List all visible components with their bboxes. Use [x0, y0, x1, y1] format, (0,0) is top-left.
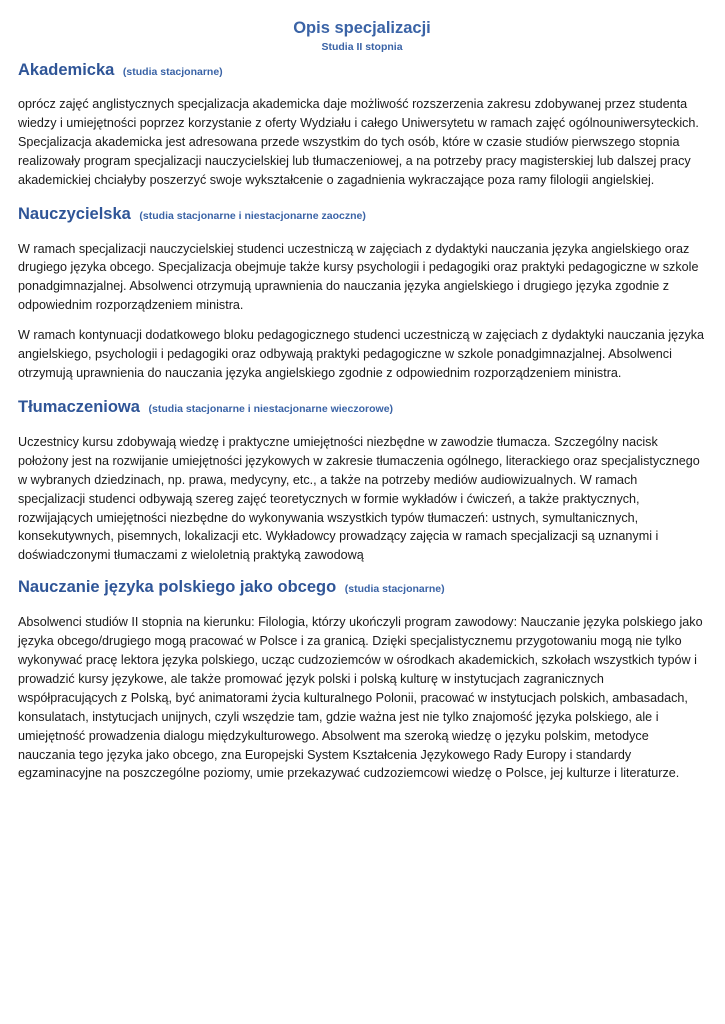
section-paragraph: W ramach kontynuacji dodatkowego bloku pedagogicznego studenci uczestniczą w zajęciach z dydaktyki nauczania języka angielskiego, psychologii i pedagogiki oraz odbywają praktyki pedagogiczne w szkole ponadgimnazjalnej. Absolwenci otrzymują uprawnienia do nauczania języka angielskiego zgodnie z odpowiednim rozporządzeniem ministra. [18, 328, 705, 380]
study-mode-label: (studia stacjonarne i niestacjonarne wieczorowe) [148, 402, 394, 415]
section-paragraph: W ramach specjalizacji nauczycielskiej studenci uczestniczą w zajęciach z dydaktyki nauczania języka angielskiego oraz drugiego języka obcego. Specjalizacja obejmuje także kursy psychologii i pedagogiki oraz praktyki pedagogiczne w szkole ponadgimnazjalnej. Absolwenci otrzymują uprawnienia do nauczania języka angielskiego i drugiego języka zgodnie z odpowiednim rozporządzeniem ministra. [18, 241, 699, 313]
study-mode-label: (studia stacjonarne) [344, 583, 445, 596]
document-title: Opis specjalizacji [293, 19, 431, 37]
study-mode-label: (studia stacjonarne i niestacjonarne zaoczne) [139, 209, 366, 222]
section-heading-nauczycielska [18, 204, 706, 226]
section-paragraph: Uczestnicy kursu zdobywają wiedzę i praktyczne umiejętności niezbędne w zawodzie tłumacza. Szczególny nacisk położony jest na rozwijanie umiejętności językowych w zakresie tłumaczenia ogólnego, literackiego oraz specjalistycznego w wybranych dziedzinach, np. prawa, medycyny, etc., a także na potrzeby mediów audiowizualnych. W ramach specjalizacji studenci odbywają szereg zajęć teoretycznych w formie wykładów i ćwiczeń, a także praktycznych, rozwijających umiejętności niezbędne do wykonywania wszystkich typów tłumaczeń: ustnych, symultanicznych, konsekutywnych, pisemnych, lokalizacji etc. Wykładowcy prowadzący zajęcia w ramach specjalizacji są uznanymi i doświadczonymi tłumaczami z wieloletnią praktyką zawodową [18, 434, 700, 563]
section-title: Nauczycielska [18, 204, 131, 223]
document-page [18, 0, 706, 783]
section-paragraph: oprócz zajęć anglistycznych specjalizacja akademicka daje możliwość rozszerzenia zakresu zdobywanej przez studenta wiedzy i umiejętności poprzez korzystanie z oferty Wydziału i całego Uniwersytetu w ramach zajęć ogólnouniwersyteckich. Specjalizacja akademicka jest adresowana przede wszystkim do tych osób, które w czasie studiów pierwszego stopnia realizowały program specjalizacji nauczycielskiej lub tłumaczeniowej, a na potrzeby pracy magisterskiej lub dalszej pracy akademickiej chciałyby poszerzyć swoje wykształcenie o zagadnienia wykraczające poza ramy filologii angielskiej. [18, 97, 699, 187]
study-mode-label: (studia stacjonarne) [122, 66, 223, 78]
section-heading-akademicka [18, 60, 706, 82]
section-heading-tlumaczeniowa [18, 397, 706, 419]
section-heading-polski-jako-obcy [18, 577, 706, 599]
document-subtitle: Studia II stopnia [321, 41, 403, 53]
section-title: Akademicka [18, 61, 115, 79]
section-title: Nauczanie języka polskiego jako obcego [18, 578, 337, 597]
section-title: Tłumaczeniowa [18, 397, 140, 416]
section-paragraph: Absolwenci studiów II stopnia na kierunku: Filologia, którzy ukończyli program zawodowy: Nauczanie języka polskiego jako języka obcego/drugiego mogą pracować w Polsce i za granicą. Dzięki specjalistycznemu przygotowaniu mogą nie tylko wykonywać pracę lektora języka polskiego, ucząc cudzoziemców w ośrodkach akademickich, szkołach wszystkich typów i prowadzić kursy językowe, ale także promować język polski i polską kulturę w instytucjach zagranicznych współpracujących z Polską, być animatorami życia kulturalnego Polonii, pracować w instytucjach polskich, ambasadach, konsulatach, instytucjach unijnych, czyli wszędzie tam, gdzie ważna jest nie tylko znajomość języka polskiego, ale i umiejętność prowadzenia dialogu międzykulturowego. Absolwent ma szeroką wiedzę o języku polskim, metodyce nauczania tego języka jako obcego, zna Europejski System Kształcenia Językowego Rady Europy i standardy egzaminacyjne na poszczególne poziomy, umie przekazywać cudzoziemcowi wiedzę o Polsce, jej kulturze i literaturze. [18, 615, 703, 781]
